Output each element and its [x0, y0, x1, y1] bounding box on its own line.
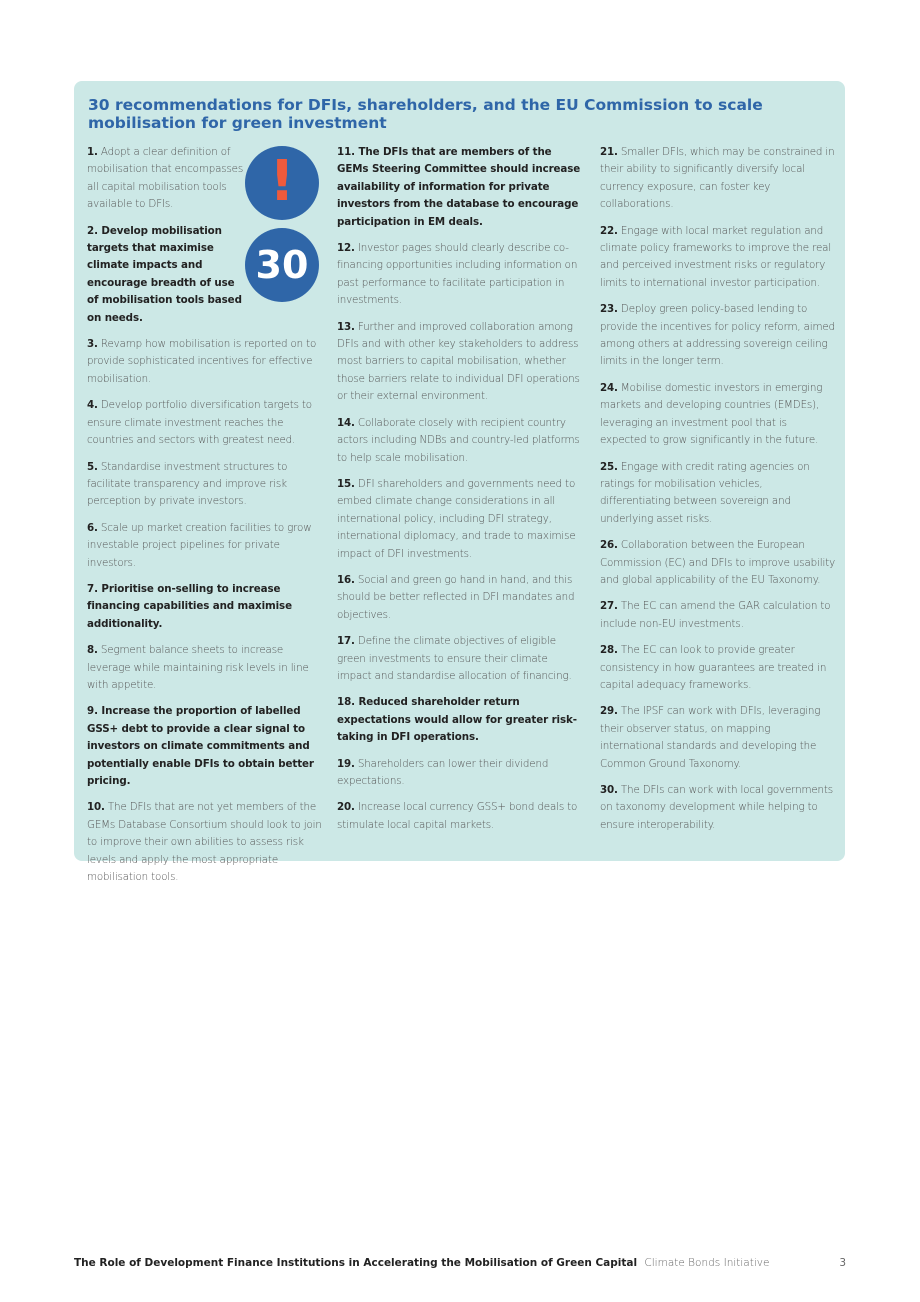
recommendation-text: Shareholders can lower their dividend expectations. — [337, 757, 549, 787]
recommendation-25 — [600, 459, 836, 529]
recommendation-number: 16. — [337, 573, 355, 586]
recommendation-number: 2. — [87, 224, 98, 237]
recommendation-number: 20. — [337, 801, 355, 814]
exclamation-mark: ! — [269, 149, 295, 214]
recommendation-number: 9. — [87, 705, 98, 718]
recommendation-text: Social and green go hand in hand, and this should be better reflected in DFI mandates and objectives. — [337, 573, 575, 621]
recommendation-text: Revamp how mobilisation is reported on to provide sophisticated incentives for effective mobilisation. — [87, 338, 317, 385]
recommendation-text: Deploy green policy-based lending to provide the incentives for policy reform, aimed among others at addressing sovereign ceiling limits in the longer term. — [600, 303, 835, 368]
recommendation-22 — [600, 223, 836, 293]
recommendation-23 — [600, 301, 836, 371]
recommendation-text: The DFIs that are not yet members of the GEMs Database Consortium should look to join to improve their own abilities to assess risk levels and apply the most appropriate mobilisation tools. — [87, 801, 322, 884]
recommendation-text: Standardise investment structures to facilitate transparency and improve risk perception by private investors. — [87, 460, 288, 508]
recommendation-13 — [337, 319, 585, 406]
recommendation-3 — [87, 336, 325, 388]
count-badge-number: 30 — [255, 243, 309, 287]
recommendation-text: Further and improved collaboration among DFIs and with other key stakeholders to address most barriers to capital mobilisation, whether those barriers relate to individual DFI operations or their external environment. — [337, 320, 580, 403]
recommendation-text: Segment balance sheets to increase leverage while maintaining risk levels in line with appetite. — [87, 644, 309, 691]
recommendation-text: Reduced shareholder return expectations would allow for greater risk-taking in DFI operations. — [337, 696, 577, 744]
recommendation-1 — [87, 144, 247, 214]
page-footer — [74, 1257, 846, 1273]
recommendation-text: Scale up market creation facilities to grow investable project pipelines for private investors. — [87, 521, 312, 569]
recommendation-text: Prioritise on-selling to increase financing capabilities and maximise additionality. — [87, 582, 292, 630]
column-3 — [600, 144, 836, 843]
recommendation-text: Mobilise domestic investors in emerging markets and developing countries (EMDEs), leveraging an investment pool that is expected to grow significantly in the future. — [600, 381, 823, 447]
recommendation-number: 27. — [600, 600, 618, 613]
recommendation-30 — [600, 782, 836, 834]
recommendation-17 — [337, 633, 585, 685]
recommendation-text: The IPSF can work with DFIs, leveraging their observer status, on mapping international standards and developing the Common Ground Taxonomy. — [600, 705, 821, 770]
recommendation-text: Develop mobilisation targets that maximise climate impacts and encourage breadth of use of mobilisation tools based on needs. — [87, 224, 242, 324]
recommendation-20 — [337, 799, 585, 834]
recommendation-number: 19. — [337, 757, 355, 770]
recommendation-number: 12. — [337, 242, 355, 255]
recommendation-number: 29. — [600, 705, 618, 718]
panel-title: 30 recommendations for DFIs, shareholders, and the EU Commission to scale mobilisation for green investment — [88, 96, 763, 132]
recommendation-7 — [87, 581, 325, 633]
recommendation-24 — [600, 380, 836, 450]
recommendation-text: Define the climate objectives of eligible green investments to ensure their climate impact and standardise allocation of financing. — [337, 635, 572, 682]
recommendation-9 — [87, 703, 325, 790]
recommendation-text: The DFIs that are members of the GEMs Steering Committee should increase availability of information for private investors from the database to encourage participation in EM deals. — [337, 146, 581, 228]
recommendation-29 — [600, 703, 836, 773]
recommendation-10 — [87, 799, 325, 886]
recommendation-text: Collaboration between the European Commission (EC) and DFIs to improve usability and global applicability of the EU Taxonomy. — [600, 539, 836, 586]
page-number: 3 — [839, 1257, 846, 1269]
recommendation-number: 26. — [600, 539, 618, 552]
recommendation-18 — [337, 694, 585, 746]
recommendation-4 — [87, 397, 325, 449]
recommendation-number: 23. — [600, 303, 618, 316]
recommendation-number: 22. — [600, 224, 618, 237]
footer-organisation: Climate Bonds Initiative — [644, 1257, 770, 1269]
recommendation-16 — [337, 572, 585, 624]
recommendation-text: The DFIs can work with local governments on taxonomy development while helping to ensure interoperability. — [600, 784, 833, 831]
recommendation-number: 24. — [600, 381, 618, 394]
recommendation-11 — [337, 144, 585, 231]
recommendation-26 — [600, 537, 836, 589]
recommendations-panel — [74, 81, 845, 884]
recommendation-number: 21. — [600, 146, 618, 158]
recommendation-5 — [87, 459, 325, 511]
recommendation-number: 28. — [600, 644, 618, 657]
recommendation-27 — [600, 598, 836, 633]
recommendation-2 — [87, 223, 247, 327]
recommendation-6 — [87, 520, 325, 572]
recommendation-text: Investor pages should clearly describe co-financing opportunities including information on past performance to facilitate participation in investments. — [337, 242, 578, 307]
recommendation-number: 30. — [600, 784, 618, 796]
recommendation-21 — [600, 144, 836, 214]
recommendation-text: Collaborate closely with recipient country actors including NDBs and country-led platforms to help scale mobilisation. — [337, 416, 580, 464]
recommendation-19 — [337, 756, 585, 791]
recommendation-number: 13. — [337, 320, 355, 333]
recommendation-number: 25. — [600, 460, 618, 473]
recommendation-number: 18. — [337, 696, 355, 709]
recommendation-text: Adopt a clear definition of mobilisation that encompasses all capital mobilisation tools available to DFIs. — [87, 146, 244, 211]
recommendation-number: 11. — [337, 146, 355, 158]
recommendation-8 — [87, 642, 325, 694]
recommendation-text: Increase local currency GSS+ bond deals to stimulate local capital markets. — [337, 801, 578, 831]
recommendation-number: 17. — [337, 635, 355, 648]
recommendation-number: 15. — [337, 477, 355, 490]
recommendation-number: 10. — [87, 801, 105, 814]
recommendation-28 — [600, 642, 836, 694]
recommendation-number: 5. — [87, 460, 98, 473]
recommendation-number: 14. — [337, 416, 355, 429]
recommendation-number: 8. — [87, 644, 98, 657]
recommendation-number: 1. — [87, 146, 98, 158]
column-1 — [87, 144, 325, 895]
recommendation-text: Develop portfolio diversification targets to ensure climate investment reaches the countries and sectors with greatest need. — [87, 399, 312, 447]
recommendation-text: The EC can amend the GAR calculation to include non-EU investments. — [600, 600, 831, 630]
recommendation-15 — [337, 476, 585, 563]
recommendation-text: Increase the proportion of labelled GSS+ debt to provide a clear signal to investors on climate commitments and potentially enable DFIs to obtain better pricing. — [87, 705, 314, 787]
column-2 — [337, 144, 585, 843]
recommendation-number: 6. — [87, 521, 98, 534]
recommendation-text: Engage with credit rating agencies on ratings for mobilisation vehicles, differentiating between sovereign and underlying asset risks. — [600, 460, 810, 525]
recommendation-12 — [337, 240, 585, 310]
recommendation-text: The EC can look to provide greater consistency in how guarantees are treated in capital adequacy frameworks. — [600, 644, 827, 691]
footer-document-title: The Role of Development Finance Institutions in Accelerating the Mobilisation of Green Capital — [74, 1257, 638, 1269]
recommendation-number: 4. — [87, 399, 98, 412]
recommendation-14 — [337, 415, 585, 467]
recommendation-number: 3. — [87, 338, 98, 351]
recommendation-number: 7. — [87, 582, 98, 595]
recommendation-text: Engage with local market regulation and climate policy frameworks to improve the real and perceived investment risks or regulatory limits to international investor participation. — [600, 224, 832, 289]
recommendation-text: DFI shareholders and governments need to embed climate change considerations in all international policy, including DFI strategy, international diplomacy, and trade to maximise impact of DFI investments. — [337, 477, 576, 560]
recommendation-text: Smaller DFIs, which may be constrained in their ability to significantly diversify local currency exposure, can foster key collaborations. — [600, 146, 835, 211]
